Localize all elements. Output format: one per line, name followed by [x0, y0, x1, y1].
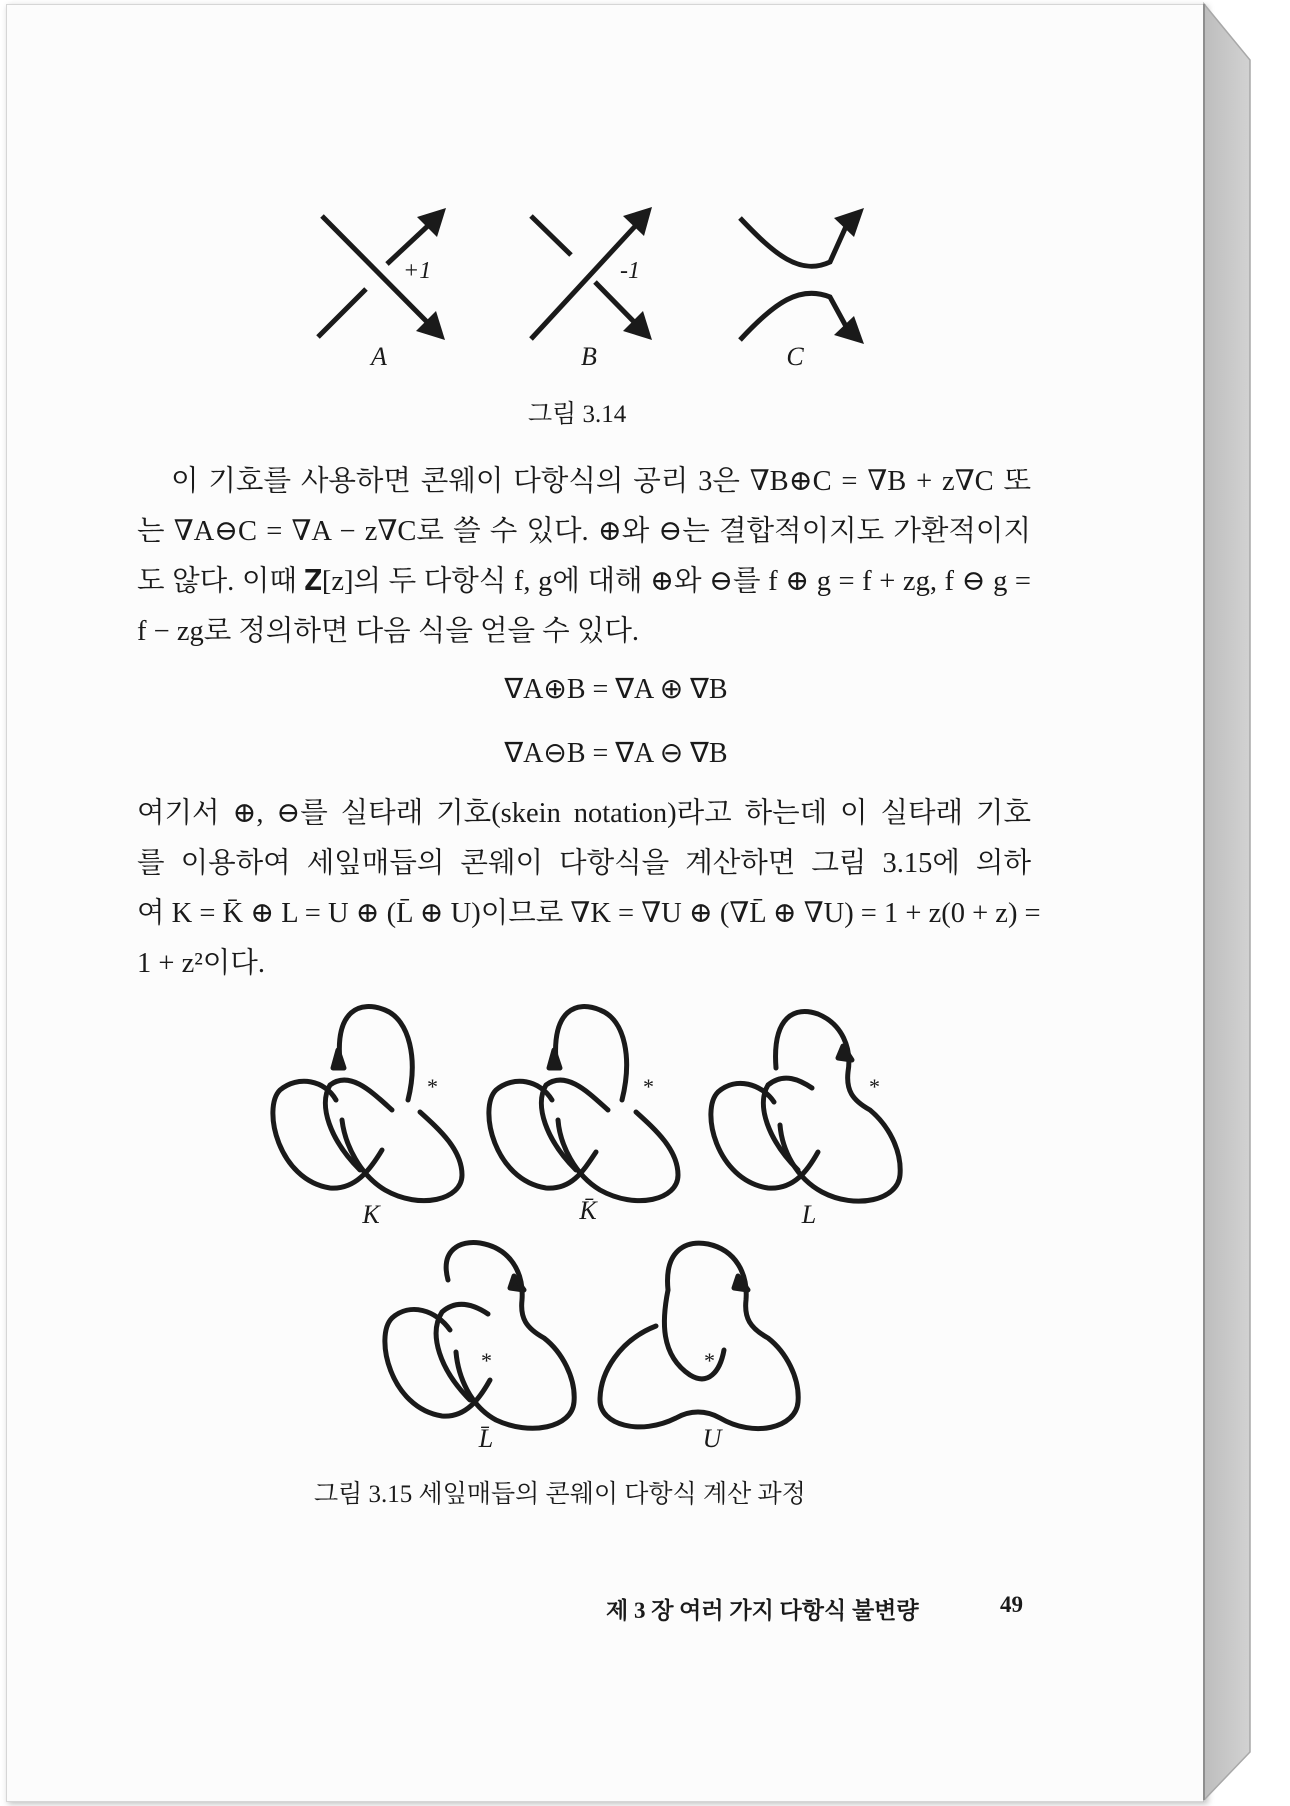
label-a: A: [371, 342, 387, 371]
label-c: C: [786, 342, 804, 371]
star-l: *: [869, 1074, 880, 1099]
knot-l: [711, 1012, 900, 1202]
paragraph-2-line-1: 여기서 ⊕, ⊖를 실타래 기호(skein notation)라고 하는데 이 실타래 기호: [137, 798, 1031, 829]
star-k-bar: *: [643, 1074, 654, 1099]
paragraph-2-line-4: 1 + z²이다.: [137, 948, 265, 979]
label-l-bar: L̄: [478, 1424, 494, 1453]
paragraph-1-line-3: 도 않다. 이때 𝐙[z]의 두 다항식 f, g에 대해 ⊕와 ⊖를 f ⊕ g = f + zg, f ⊖ g =: [137, 566, 1031, 597]
label-l: L: [801, 1200, 817, 1229]
paragraph-1-line-4: f − zg로 정의하면 다음 식을 얻을 수 있다.: [137, 616, 640, 647]
paragraph-1-line-1: 이 기호를 사용하면 콘웨이 다항식의 공리 3은 ∇B⊕C = ∇B + z∇C 또: [171, 466, 1031, 497]
star-u: *: [704, 1348, 715, 1373]
crossing-b-sign: -1: [620, 258, 640, 284]
chapter-title: 제 3 장 여러 가지 다항식 불변량: [606, 1598, 919, 1623]
page-number: 49: [1000, 1592, 1023, 1617]
label-k-bar: K̄: [579, 1196, 597, 1225]
label-u: U: [702, 1424, 722, 1453]
star-l-bar: *: [481, 1348, 492, 1373]
paragraph-2-line-3: 여 K = K̄ ⊕ L = U ⊕ (L̄ ⊕ U)이므로 ∇K = ∇U ⊕ (∇L̄ ⊕ ∇U) = 1 + z(0 + z) =: [137, 898, 1041, 929]
label-k: K: [362, 1200, 380, 1229]
paragraph-2-line-2: 를 이용하여 세잎매듭의 콘웨이 다항식을 계산하면 그림 3.15에 의하: [137, 848, 1031, 879]
label-b: B: [581, 342, 597, 371]
knot-l-bar: [385, 1242, 574, 1428]
figure-3-15-caption: 그림 3.15 세잎매듭의 콘웨이 다항식 계산 과정: [314, 1481, 806, 1508]
figure-3-14-caption: 그림 3.14: [528, 401, 627, 428]
equation-ominus: ∇A⊖B = ∇A ⊖ ∇B: [504, 738, 728, 769]
knot-k: [273, 1007, 462, 1201]
equation-oplus: ∇A⊕B = ∇A ⊕ ∇B: [504, 674, 728, 705]
crossing-a-sign: +1: [403, 258, 432, 284]
knot-u: [600, 1243, 798, 1428]
star-k: *: [427, 1074, 438, 1099]
knot-k-bar: [489, 1007, 678, 1201]
paragraph-1-line-2: 는 ∇A⊖C = ∇A − z∇C로 쓸 수 있다. ⊕와 ⊖는 결합적이지도 가환적이지: [137, 516, 1031, 547]
